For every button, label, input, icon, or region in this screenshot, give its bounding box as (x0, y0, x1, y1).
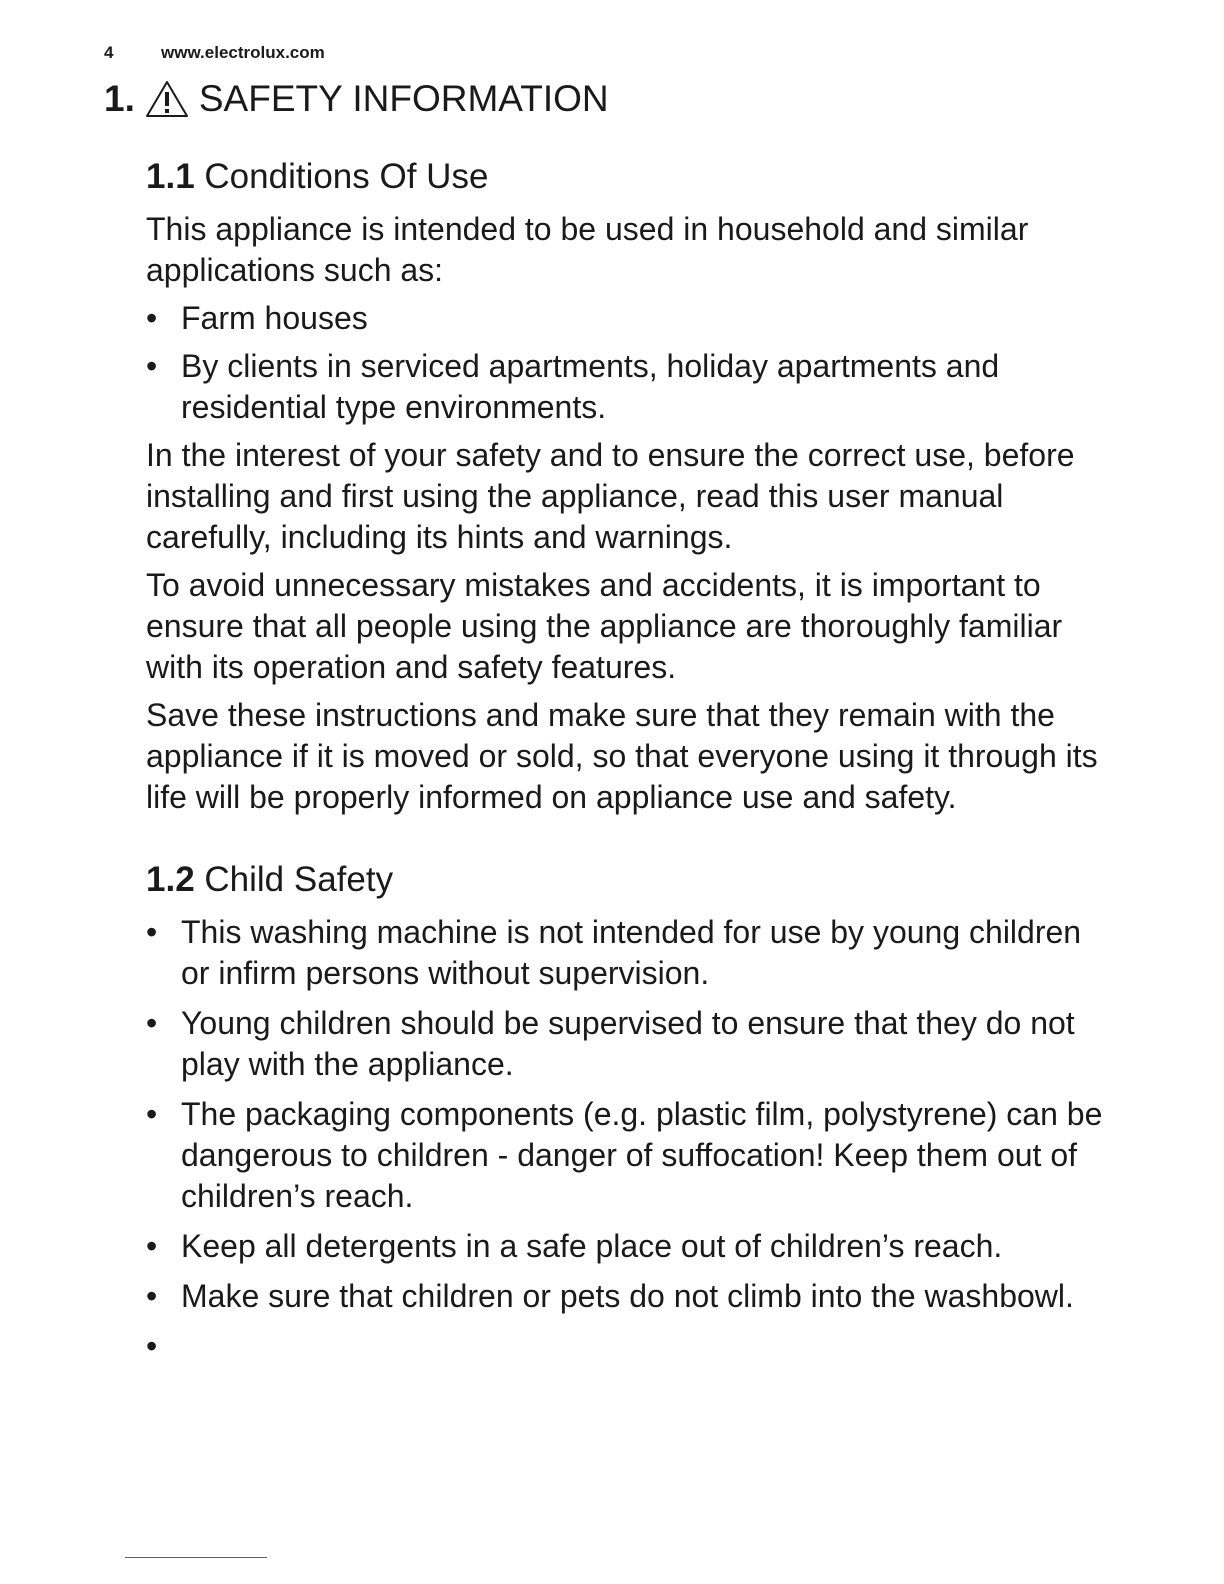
bullet-icon: • (146, 348, 158, 384)
section-title: Child Safety (204, 860, 394, 899)
list-item (146, 1276, 1106, 1317)
chapter-number: 1. (104, 78, 135, 119)
accidents-paragraph: To avoid unnecessary mistakes and accidents, it is important to ensure that all people using the appliance are thoroughly familiar with its operation and safety features. (146, 567, 1063, 685)
page-number: 4 (104, 43, 114, 62)
bullet-icon: • (146, 1328, 158, 1364)
save-instructions-paragraph: Save these instructions and make sure that they remain with the appliance if it is moved or sold, so that everyone using it through its life will be properly informed on appliance use and safety. (146, 697, 1098, 815)
section-number: 1.1 (146, 157, 195, 196)
page-header (104, 43, 325, 63)
footer-rule (125, 1557, 267, 1558)
bullet-icon: • (146, 300, 158, 336)
list-item (146, 1003, 1106, 1085)
list-item-text: Farm houses (181, 300, 368, 336)
list-item (146, 1326, 1106, 1367)
section-heading (146, 155, 1106, 199)
section-number: 1.2 (146, 860, 195, 899)
list-item-text: The packaging components (e.g. plastic film, polystyrene) can be dangerous to children - danger of suffocation! Keep them out of children’s reach. (181, 1096, 1103, 1214)
usage-list (146, 298, 1106, 428)
list-item-text: Young children should be supervised to ensure that they do not play with the appliance. (181, 1005, 1075, 1082)
chapter-title-text: SAFETY INFORMATION (198, 78, 609, 119)
section-title: Conditions Of Use (204, 157, 489, 196)
bullet-icon: • (146, 1228, 158, 1264)
section-conditions-of-use (146, 155, 1106, 818)
list-item (146, 346, 1106, 428)
list-item-text: By clients in serviced apartments, holiday apartments and residential type environments. (181, 348, 1000, 425)
list-item-text: This washing machine is not intended for use by young children or infirm persons without supervision. (181, 914, 1082, 991)
bullet-icon: • (146, 1005, 158, 1041)
list-item (146, 1094, 1106, 1217)
list-item (146, 912, 1106, 994)
page-content (146, 155, 1106, 1376)
intro-paragraph: This appliance is intended to be used in household and similar applications such as: (146, 211, 1029, 288)
section-heading (146, 858, 1106, 902)
list-item (146, 1226, 1106, 1267)
list-item-text: Keep all detergents in a safe place out of children’s reach. (181, 1228, 1003, 1264)
child-safety-list (146, 912, 1106, 1367)
list-item-text: Make sure that children or pets do not climb into the washbowl. (181, 1278, 1074, 1314)
bullet-icon: • (146, 914, 158, 950)
website-link[interactable]: www.electrolux.com (161, 43, 325, 62)
list-item (146, 298, 1106, 339)
chapter-title (104, 78, 609, 120)
bullet-icon: • (146, 1096, 158, 1132)
list-item-text (181, 1328, 190, 1364)
warning-triangle-icon (145, 80, 189, 118)
bullet-icon: • (146, 1278, 158, 1314)
safety-paragraph: In the interest of your safety and to ensure the correct use, before installing and first using the appliance, read this user manual carefully, including its hints and warnings. (146, 437, 1075, 555)
section-child-safety (146, 858, 1106, 1367)
